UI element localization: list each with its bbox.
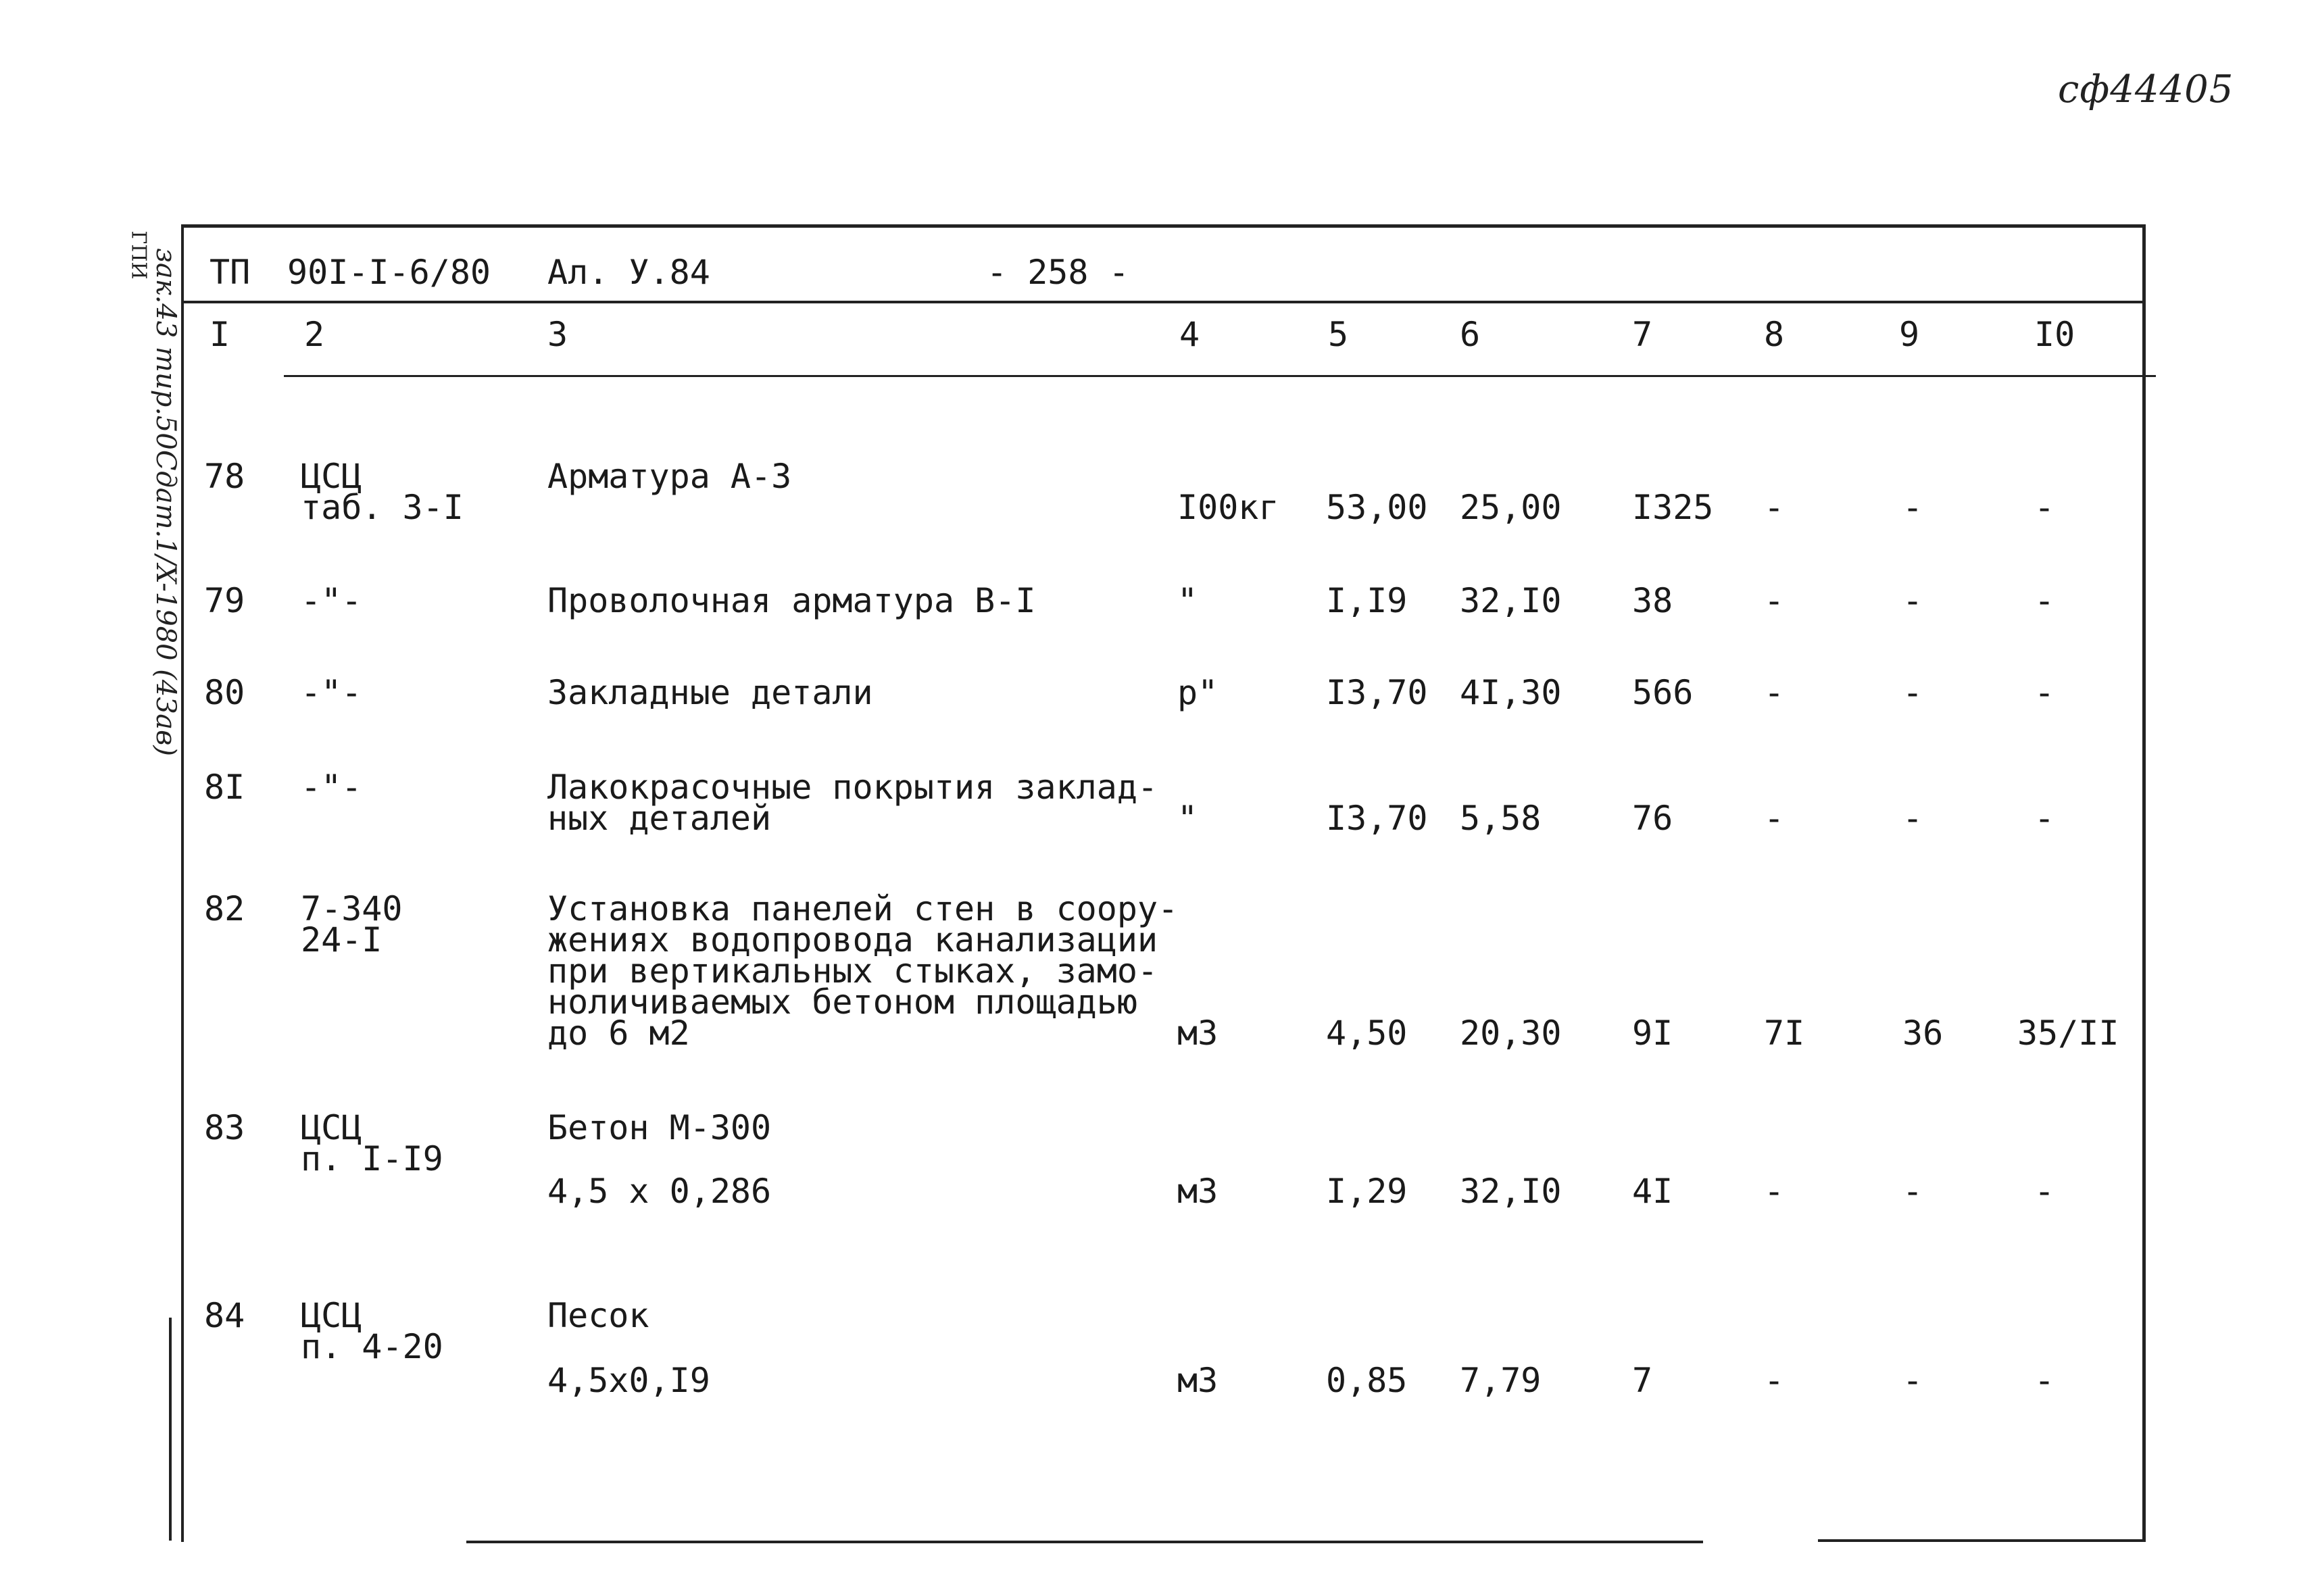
side-stamp-top: ГПИ bbox=[126, 230, 151, 280]
row-description: ных деталей bbox=[547, 799, 772, 838]
row-description: 4,5 х 0,286 bbox=[547, 1172, 772, 1211]
row-value-col7: 4I bbox=[1632, 1172, 1673, 1211]
row-reference: ЦСЦ bbox=[301, 1296, 362, 1335]
row-number: 84 bbox=[204, 1296, 245, 1335]
row-value-col8: - bbox=[1764, 1172, 1785, 1211]
row-value-col5: I3,70 bbox=[1326, 673, 1428, 712]
row-description: до 6 м2 bbox=[547, 1014, 690, 1053]
row-unit: " bbox=[1177, 581, 1198, 620]
column-number: 9 bbox=[1899, 315, 1920, 354]
row-value-col9: - bbox=[1902, 581, 1923, 620]
row-value-col6: 20,30 bbox=[1460, 1014, 1562, 1053]
row-value-col9: - bbox=[1902, 799, 1923, 838]
row-description: Закладные детали bbox=[547, 673, 873, 712]
row-value-col10: - bbox=[2034, 1361, 2055, 1400]
row-reference: -"- bbox=[301, 768, 362, 807]
row-reference: таб. 3-I bbox=[301, 488, 464, 527]
column-number: 2 bbox=[304, 315, 325, 354]
row-number: 80 bbox=[204, 673, 245, 712]
header-separator-line bbox=[184, 301, 2145, 303]
row-value-col9: - bbox=[1902, 488, 1923, 527]
row-description: Бетон М-300 bbox=[547, 1108, 772, 1147]
column-number: 3 bbox=[547, 315, 568, 354]
archive-number: сф44405 bbox=[2058, 68, 2234, 111]
header-project: 90I-I-6/80 bbox=[287, 253, 491, 292]
row-description: ноличиваемых бетоном площадью bbox=[547, 982, 1137, 1022]
row-value-col5: I,29 bbox=[1326, 1172, 1408, 1211]
column-number: 8 bbox=[1764, 315, 1785, 354]
row-value-col5: 53,00 bbox=[1326, 488, 1428, 527]
row-value-col7: 76 bbox=[1632, 799, 1673, 838]
row-value-col5: I3,70 bbox=[1326, 799, 1428, 838]
row-value-col10: 35/II bbox=[2017, 1014, 2119, 1053]
row-number: 78 bbox=[204, 457, 245, 496]
row-description: Песок bbox=[547, 1296, 649, 1335]
row-value-col10: - bbox=[2034, 1172, 2055, 1211]
row-description: жениях водопровода канализации bbox=[547, 920, 1158, 959]
row-value-col8: - bbox=[1764, 1361, 1785, 1400]
frame-right-line bbox=[2142, 224, 2146, 1541]
column-number: 7 bbox=[1632, 315, 1653, 354]
row-value-col10: - bbox=[2034, 581, 2055, 620]
row-value-col10: - bbox=[2034, 799, 2055, 838]
row-value-col6: 4I,30 bbox=[1460, 673, 1562, 712]
row-unit: м3 bbox=[1177, 1014, 1218, 1053]
row-reference: -"- bbox=[301, 673, 362, 712]
row-value-col8: - bbox=[1764, 673, 1785, 712]
row-value-col5: 4,50 bbox=[1326, 1014, 1408, 1053]
column-number: 6 bbox=[1460, 315, 1481, 354]
row-reference: -"- bbox=[301, 581, 362, 620]
row-value-col8: - bbox=[1764, 799, 1785, 838]
row-unit: м3 bbox=[1177, 1172, 1218, 1211]
row-reference: п. 4-20 bbox=[301, 1327, 443, 1366]
row-value-col6: 32,I0 bbox=[1460, 581, 1562, 620]
row-value-col7: 38 bbox=[1632, 581, 1673, 620]
frame-top-line bbox=[184, 224, 2145, 228]
header-series: ТП bbox=[210, 253, 251, 292]
row-value-col7: I325 bbox=[1632, 488, 1714, 527]
row-value-col8: - bbox=[1764, 581, 1785, 620]
row-value-col7: 9I bbox=[1632, 1014, 1673, 1053]
row-reference: ЦСЦ bbox=[301, 457, 362, 496]
frame-bottom-line-left bbox=[466, 1541, 1703, 1543]
row-description: Лакокрасочные покрытия заклад- bbox=[547, 768, 1158, 807]
row-reference: 7-340 bbox=[301, 889, 403, 928]
column-header-underline bbox=[284, 375, 2156, 377]
row-value-col5: I,I9 bbox=[1326, 581, 1408, 620]
row-value-col10: - bbox=[2034, 488, 2055, 527]
row-number: 79 bbox=[204, 581, 245, 620]
row-value-col10: - bbox=[2034, 673, 2055, 712]
row-value-col6: 32,I0 bbox=[1460, 1172, 1562, 1211]
row-number: 83 bbox=[204, 1108, 245, 1147]
row-value-col6: 5,58 bbox=[1460, 799, 1542, 838]
row-value-col7: 566 bbox=[1632, 673, 1694, 712]
row-value-col9: - bbox=[1902, 1361, 1923, 1400]
row-description: Установка панелей стен в соору- bbox=[547, 889, 1179, 928]
row-reference: 24-I bbox=[301, 920, 383, 959]
row-description: при вертикальных стыках, замо- bbox=[547, 951, 1158, 991]
row-value-col9: - bbox=[1902, 673, 1923, 712]
column-number: I bbox=[210, 315, 230, 354]
row-value-col6: 7,79 bbox=[1460, 1361, 1542, 1400]
frame-left-line bbox=[181, 224, 184, 1542]
row-unit: р" bbox=[1177, 673, 1218, 712]
row-value-col6: 25,00 bbox=[1460, 488, 1562, 527]
header-page-number: - 258 - bbox=[987, 253, 1129, 292]
row-value-col9: - bbox=[1902, 1172, 1923, 1211]
row-unit: " bbox=[1177, 799, 1198, 838]
row-number: 82 bbox=[204, 889, 245, 928]
row-value-col7: 7 bbox=[1632, 1361, 1653, 1400]
column-number: 4 bbox=[1179, 315, 1200, 354]
row-unit: I00кг bbox=[1177, 488, 1279, 527]
column-number: I0 bbox=[2034, 315, 2075, 354]
frame-bottom-line-right bbox=[1818, 1539, 2146, 1542]
row-value-col8: 7I bbox=[1764, 1014, 1805, 1053]
row-value-col9: 36 bbox=[1902, 1014, 1944, 1053]
row-value-col8: - bbox=[1764, 488, 1785, 527]
row-description: 4,5х0,I9 bbox=[547, 1361, 710, 1400]
row-unit: м3 bbox=[1177, 1361, 1218, 1400]
side-stamp-text: зак.43 тир.50Сдат.1/X-1980 (4Зав) bbox=[150, 248, 181, 756]
row-reference: ЦСЦ bbox=[301, 1108, 362, 1147]
row-description: Проволочная арматура В-I bbox=[547, 581, 1036, 620]
row-description: Арматура А-3 bbox=[547, 457, 792, 496]
frame-left-lower-line bbox=[169, 1318, 172, 1541]
header-album: Ал. У.84 bbox=[547, 253, 710, 292]
row-reference: п. I-I9 bbox=[301, 1139, 443, 1178]
column-number: 5 bbox=[1328, 315, 1349, 354]
row-number: 8I bbox=[204, 768, 245, 807]
row-value-col5: 0,85 bbox=[1326, 1361, 1408, 1400]
